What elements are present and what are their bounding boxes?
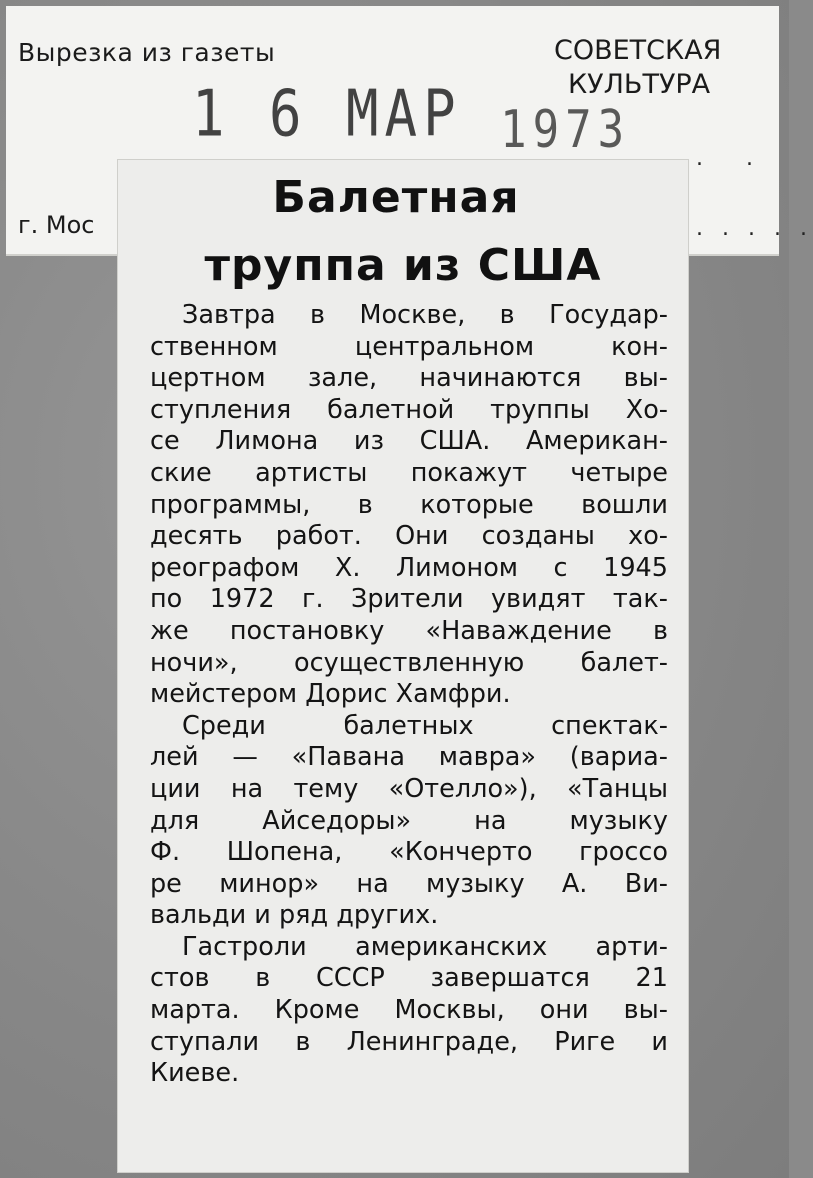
date-stamp-year: 1973 bbox=[500, 99, 631, 161]
article-line: ции на тему «Отелло»), «Танцы bbox=[150, 773, 668, 804]
article-line: Среди балетных спектак- bbox=[182, 710, 668, 741]
article-line: лей — «Павана мавра» (вариа- bbox=[150, 742, 668, 773]
article-line: ственном центральном кон- bbox=[150, 331, 668, 362]
date-stamp-day-month: 1 6 МАР bbox=[192, 76, 462, 151]
article-line: по 1972 г. Зрители увидят так- bbox=[150, 584, 668, 615]
article-line: вальди и ряд других. bbox=[150, 900, 439, 931]
fill-dots: . . bbox=[696, 146, 771, 171]
clipping-label: Вырезка из газеты bbox=[18, 38, 276, 67]
headline-line: труппа из США bbox=[204, 240, 602, 291]
article-line: цертном зале, начинаются вы- bbox=[150, 363, 668, 394]
article-line: ступали в Ленинграде, Риге и bbox=[150, 1026, 668, 1057]
article-line: же постановку «Наваждение в bbox=[150, 615, 668, 646]
newspaper-article bbox=[118, 160, 688, 1172]
article-line: Завтра в Москве, в Государ- bbox=[182, 300, 668, 330]
article-line: для Айседоры» на музыку bbox=[150, 805, 668, 836]
article-line: стов в СССР завершатся 21 bbox=[150, 963, 668, 994]
fill-dots: . . . . . bbox=[696, 216, 813, 241]
publication-name-line: КУЛЬТУРА bbox=[568, 69, 711, 100]
article-line: реографом Х. Лимоном с 1945 bbox=[150, 552, 668, 583]
publication-name-line: СОВЕТСКАЯ bbox=[554, 35, 722, 66]
article-body bbox=[150, 300, 668, 1090]
article-line: мейстером Дорис Хамфри. bbox=[150, 679, 511, 710]
article-line: марта. Кроме Москвы, они вы- bbox=[150, 995, 668, 1026]
article-line: ночи», осуществленную балет- bbox=[150, 647, 668, 678]
article-line: ские артисты покажут четыре bbox=[150, 457, 668, 488]
article-line: Гастроли американских арти- bbox=[182, 931, 668, 962]
article-line: Ф. Шопена, «Кончерто гроссо bbox=[150, 837, 668, 868]
article-headline bbox=[118, 164, 688, 300]
article-line: десять работ. Они созданы хо- bbox=[150, 521, 668, 552]
city-label: г. Мос bbox=[18, 211, 95, 239]
article-line: программы, в которые вошли bbox=[150, 489, 668, 520]
article-line: ступления балетной труппы Хо- bbox=[150, 394, 668, 425]
article-line: ре минор» на музыку А. Ви- bbox=[150, 868, 668, 899]
headline-line: Балетная bbox=[272, 172, 520, 223]
date-stamp bbox=[192, 76, 631, 161]
article-line: се Лимона из США. Американ- bbox=[150, 426, 668, 457]
article-line: Киеве. bbox=[150, 1058, 240, 1089]
